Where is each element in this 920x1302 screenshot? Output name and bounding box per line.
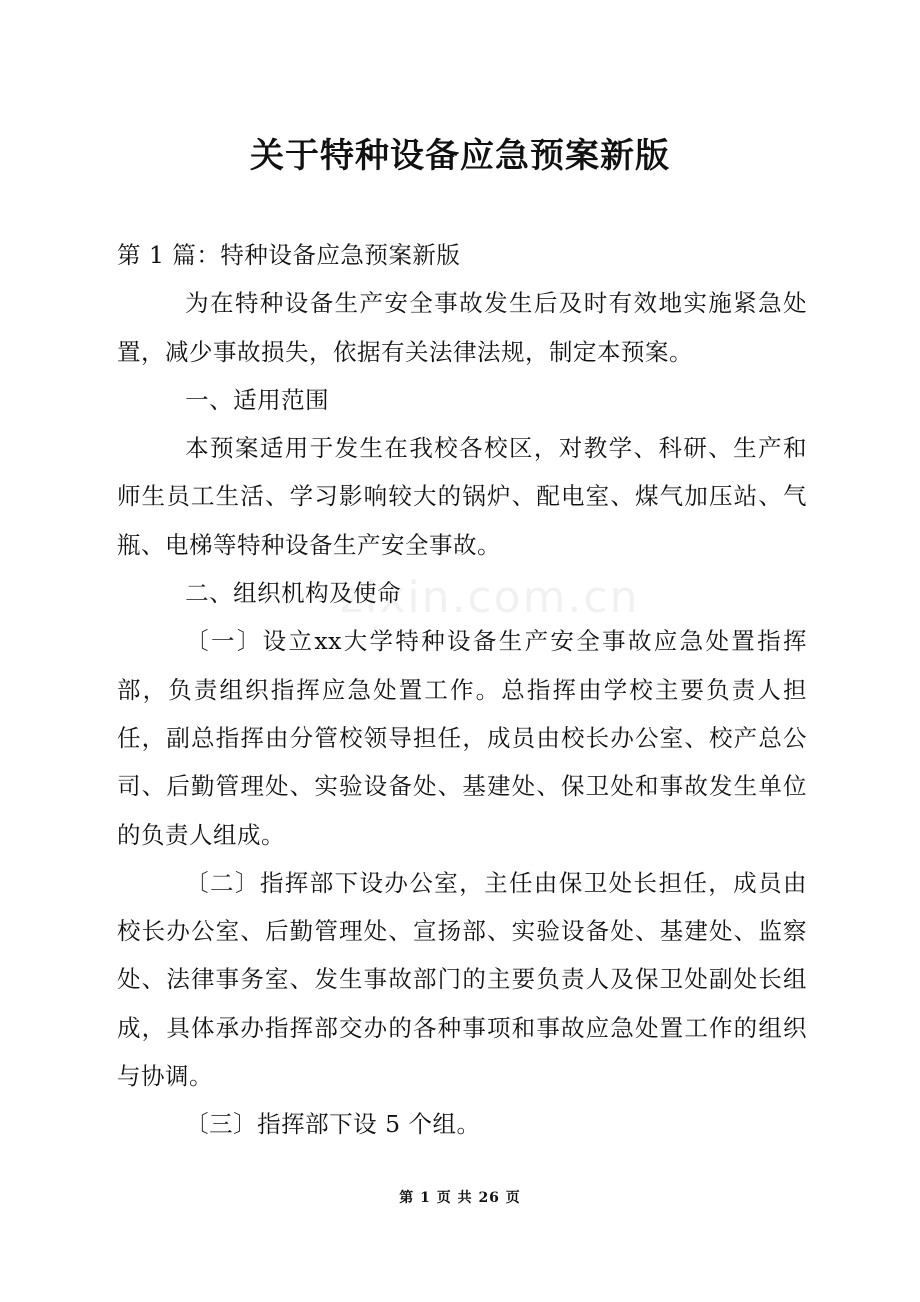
- document-body: [117, 231, 807, 1149]
- chapter-heading: 第 1 篇：特种设备应急预案新版: [117, 241, 461, 269]
- paragraph: 〔三〕指挥部下设 5 个组。: [185, 1110, 481, 1139]
- page-footer: 第 1 页 共 26 页: [399, 1190, 521, 1206]
- paragraph: 为在特种设备生产安全事故发生后及时有效地实施紧急处置，减少事故损失，依据有关法律法规，制定本预案。: [117, 289, 807, 366]
- watermark: zixin.com.cn: [340, 572, 640, 623]
- section-heading: 二、组织机构及使命: [185, 579, 402, 608]
- section-heading: 一、适用范围: [185, 385, 330, 414]
- paragraph: 〔二〕指挥部下设办公室，主任由保卫处长担任，成员由校长办公室、后勤管理处、宣扬部、实验设备处、基建处、监察处、法律事务室、发生事故部门的主要负责人及保卫处副处长组成，具体承办指挥部交办的各种事项和事故应急处置工作的组织与协调。: [117, 868, 807, 1091]
- document-title: 关于特种设备应急预案新版: [250, 136, 670, 176]
- paragraph: 〔一〕设立xx大学特种设备生产安全事故应急处置指挥部，负责组织指挥应急处置工作。总指挥由学校主要负责人担任，副总指挥由分管校领导担任，成员由校长办公室、校产总公司、后勤管理处、实验设备处、基建处、保卫处和事故发生单位的负责人组成。: [117, 627, 807, 849]
- paragraph: 本预案适用于发生在我校各校区，对教学、科研、生产和师生员工生活、学习影响较大的锅炉、配电室、煤气加压站、气瓶、电梯等特种设备生产安全事故。: [117, 434, 807, 559]
